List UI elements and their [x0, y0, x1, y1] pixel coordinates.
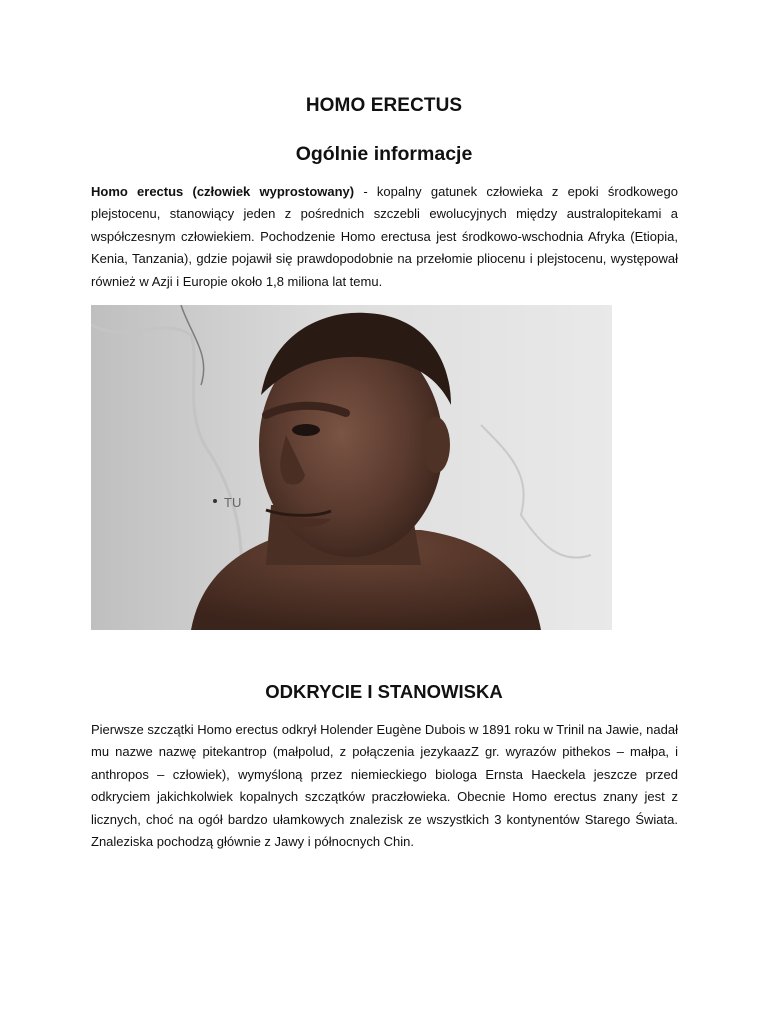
section-heading-general: Ogólnie informacje	[295, 143, 473, 165]
section-heading-discovery: ODKRYCIE I STANOWISKA	[265, 681, 503, 702]
map-label: TU	[224, 495, 242, 510]
discovery-paragraph: Pierwsze szczątki Homo erectus odkrył Holender Eugène Dubois w 1891 roku w Trinil na Jawie, nadał mu nazwe nazwę pitekantrop (małpolud, z połączenia jezykaazZ gr. wyrazów pithekos – małpa, i anthropos – człowiek), wymyśloną przez niemieckiego biologa Ernsta Haeckela jeszcze przed odkryciem jakichkolwiek kopalnych szczątków praczłowieka. Obecnie Homo erectus znany jest z licznych, choć na ogół bardzo ułamkowych znalezisk ze wszystkich 3 kontynentów Starego Świata. Znaleziska pochodzą głównie z Jawy i północnych Chin.	[91, 722, 678, 850]
intro-text: - kopalny gatunek człowieka z epoki środkowego plejstocenu, stanowiący jeden z pośrednich szczebli ewolucyjnych między australopitekami a współczesnym człowiekiem. Pochodzenie Homo erectusa jest środkowo-wschodnia Afryka (Etiopia, Kenia, Tanzania), gdzie pojawił się prawdopodobnie na przełomie pliocenu i plejstocenu, występował również w Azji i Europie około 1,8 miliona lat temu.	[91, 184, 678, 289]
homo-erectus-photo	[91, 305, 612, 630]
intro-paragraph	[91, 181, 678, 293]
intro-term: Homo erectus (człowiek wyprostowany)	[91, 184, 355, 199]
page-title: HOMO ERECTUS	[305, 95, 463, 116]
